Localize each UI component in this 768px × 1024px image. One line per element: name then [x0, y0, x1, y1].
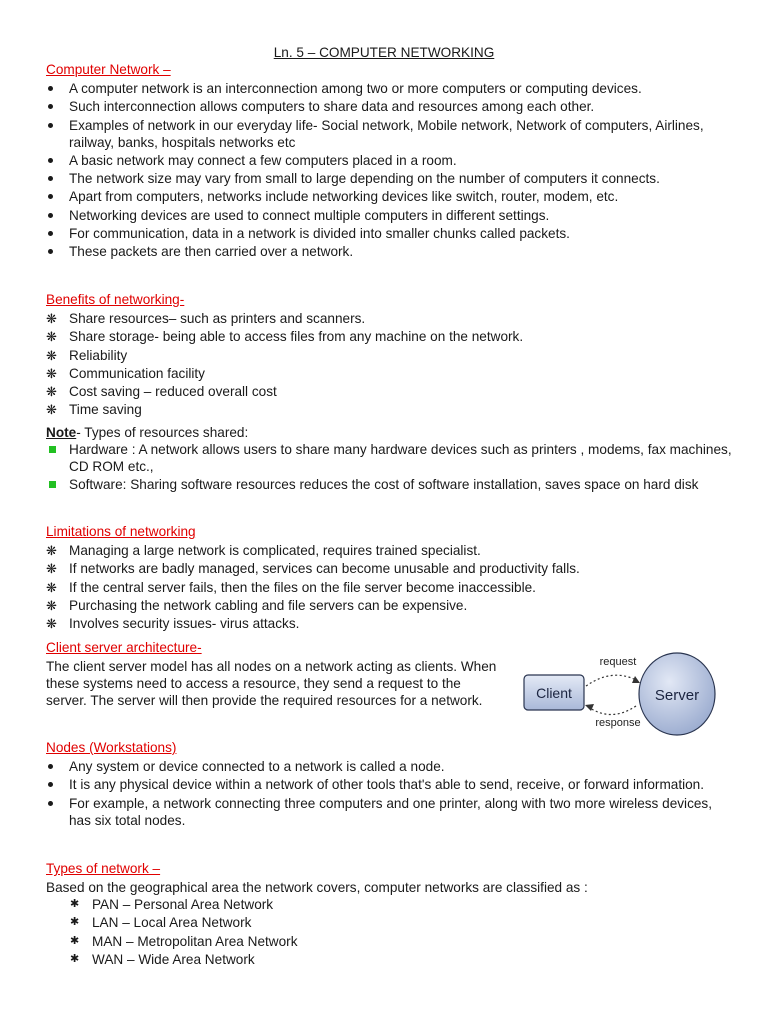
- section-note: [46, 424, 736, 495]
- list-item: Software: Sharing software resources reduces the cost of software installation, saves space on hard disk: [69, 477, 699, 493]
- list-item: The network size may vary from small to large depending on the number of computers it connects.: [69, 171, 660, 187]
- asterisk-bullet-icon: ✱: [70, 898, 80, 910]
- list-item: For example, a network connecting three computers and one printer, along with two more wireless devices, has six total nodes.: [69, 795, 713, 828]
- list-item: ✱ MAN – Metropolitan Area Network: [70, 933, 298, 949]
- section-limitations: [46, 523, 736, 633]
- list-item: ❋ Cost saving – reduced overall cost: [46, 384, 277, 400]
- section-nodes: [46, 739, 736, 830]
- list-item: These packets are then carried over a network.: [69, 244, 354, 260]
- note-line: Note- Types of resources shared:: [46, 425, 249, 440]
- list-item: ✱ LAN – Local Area Network: [70, 915, 252, 931]
- section-computer-network: [46, 61, 736, 262]
- list-item: It is any physical device within a network of other tools that's able to send, receive, or forward information.: [69, 777, 705, 793]
- bullet-list: [46, 896, 736, 968]
- snowflake-bullet-icon: ❋: [46, 543, 57, 558]
- bullet-list: [46, 80, 736, 260]
- page-title: Ln. 5 – COMPUTER NETWORKING: [273, 45, 495, 60]
- list-item: A basic network may connect a few computers placed in a room.: [69, 152, 457, 168]
- list-item: ❋ Involves security issues- virus attacks.: [46, 616, 300, 632]
- snowflake-bullet-icon: ❋: [46, 329, 57, 345]
- response-label: response: [595, 717, 641, 729]
- list-item: ✱ WAN – Wide Area Network: [70, 951, 255, 967]
- snowflake-bullet-icon: ❋: [46, 579, 57, 595]
- section-heading: Client server architecture-: [46, 640, 202, 655]
- asterisk-bullet-icon: ✱: [70, 934, 80, 947]
- snowflake-bullet-icon: ❋: [46, 384, 57, 400]
- bullet-list: [46, 542, 736, 632]
- types-intro: Based on the geographical area the network covers, computer networks are classified as :: [46, 880, 588, 895]
- request-arrow: [586, 675, 636, 686]
- bullet-list: [46, 441, 736, 493]
- list-item: ❋ Communication facility: [46, 365, 205, 381]
- snowflake-bullet-icon: ❋: [46, 597, 57, 613]
- snowflake-bullet-icon: ❋: [46, 561, 57, 577]
- list-item: ❋ If the central server fails, then the files on the file server become inaccessible.: [46, 579, 536, 595]
- list-item: ❋ Reliability: [46, 347, 128, 363]
- asterisk-bullet-icon: ✱: [70, 916, 80, 929]
- asterisk-bullet-icon: ✱: [70, 952, 80, 965]
- list-item: A computer network is an interconnection among two or more computers or computing devices.: [69, 81, 642, 96]
- response-arrow: [590, 706, 636, 715]
- client-label: Client: [536, 685, 572, 701]
- list-item: ❋ Managing a large network is complicated, requires trained specialist.: [46, 543, 481, 558]
- client-server-diagram: [522, 650, 718, 736]
- client-server-paragraph: The client server model has all nodes on a network acting as clients. When these systems need to access a resource, they send a request to the server. The server will then provide the required resources for a network.: [46, 659, 497, 708]
- request-label: request: [599, 656, 637, 668]
- snowflake-bullet-icon: ❋: [46, 311, 57, 326]
- section-heading: Benefits of networking-: [46, 292, 185, 307]
- list-item: ❋ Time saving: [46, 402, 142, 418]
- list-item: Hardware : A network allows users to share many hardware devices such as printers , modems, fax machines, CD ROM etc.,: [69, 442, 732, 474]
- snowflake-bullet-icon: ❋: [46, 616, 57, 632]
- bullet-list: [46, 310, 736, 418]
- snowflake-bullet-icon: ❋: [46, 347, 57, 363]
- list-item: ❋ If networks are badly managed, services can become unusable and productivity falls.: [46, 561, 580, 577]
- list-item: ✱ PAN – Personal Area Network: [70, 897, 274, 912]
- list-item: Any system or device connected to a network is called a node.: [69, 759, 445, 774]
- list-item: Networking devices are used to connect multiple computers in different settings.: [69, 207, 550, 223]
- list-item: ❋ Share resources– such as printers and scanners.: [46, 311, 366, 326]
- section-types-of-network: [46, 860, 736, 969]
- list-item: Such interconnection allows computers to share data and resources among each other.: [69, 99, 595, 115]
- server-label: Server: [654, 687, 700, 704]
- snowflake-bullet-icon: ❋: [46, 402, 57, 418]
- list-item: ❋ Purchasing the network cabling and file servers can be expensive.: [46, 597, 468, 613]
- section-heading: Computer Network –: [46, 62, 171, 77]
- section-benefits: [46, 291, 736, 420]
- bullet-list: [46, 758, 736, 829]
- snowflake-bullet-icon: ❋: [46, 365, 57, 381]
- list-item: Examples of network in our everyday life- Social network, Mobile network, Network of computers, Airlines, railway, banks, hospitals networks etc: [69, 117, 704, 150]
- note-label: Note: [46, 425, 77, 440]
- list-item: ❋ Share storage- being able to access files from any machine on the network.: [46, 329, 524, 345]
- list-item: For communication, data in a network is divided into smaller chunks called packets.: [69, 226, 570, 242]
- section-heading: Nodes (Workstations): [46, 740, 177, 755]
- list-item: Apart from computers, networks include networking devices like switch, router, modem, etc.: [69, 189, 619, 205]
- section-heading: Limitations of networking: [46, 524, 196, 539]
- section-heading: Types of network –: [46, 861, 161, 876]
- request-arrowhead-icon: [632, 676, 640, 683]
